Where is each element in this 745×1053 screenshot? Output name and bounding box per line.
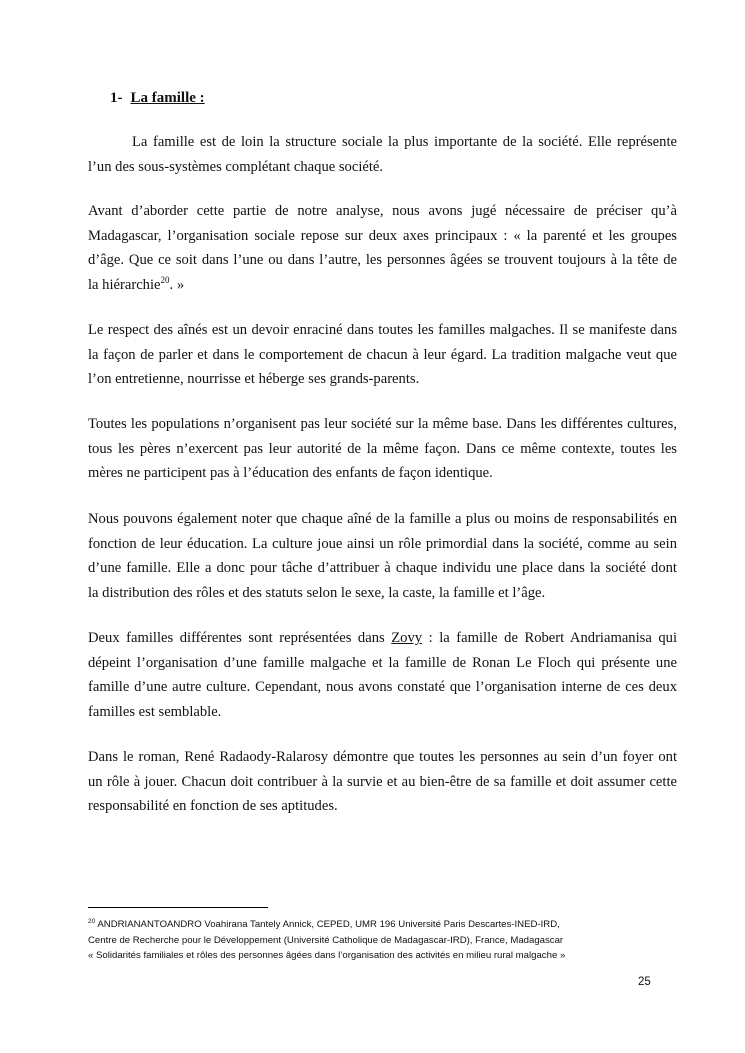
text-line: d’âge. Que ce soit dans l’une ou dans l’autre, les personnes âgées se trouvent toujours à la tête de bbox=[88, 252, 677, 269]
section-heading bbox=[110, 90, 205, 107]
text: Deux familles différentes sont représentées dans bbox=[88, 630, 392, 646]
footnote-ref[interactable]: 20 bbox=[160, 274, 170, 285]
text-line: Dans le roman, René Radaody-Ralarosy démontre que toutes les personnes au sein d’un foyer ont bbox=[88, 749, 677, 765]
footnote-number: 20 bbox=[88, 917, 96, 925]
paragraph-4 bbox=[88, 412, 677, 486]
text: ANDRIANANTOANDRO Voahirana Tantely Annick, CEPED, UMR 196 Université Paris Descartes-INED-IRD, bbox=[97, 919, 560, 930]
text-line: Madagascar, l’organisation sociale repose sur deux axes principaux : « la parenté et les groupes bbox=[88, 227, 677, 244]
footnote-line bbox=[88, 917, 565, 933]
text-line: tous les pères n’exercent pas leur autorité de la même façon. Dans ce même contexte, toutes les bbox=[88, 440, 677, 457]
footnote-line: Centre de Recherche pour le Développement (Université Catholique de Madagascar-IRD), France, Madagascar bbox=[88, 934, 564, 946]
text-line: la distribution des rôles et des statuts selon le sexe, la caste, la famille et l’âge. bbox=[88, 584, 546, 601]
text: la hiérarchie bbox=[88, 276, 161, 293]
paragraph-3 bbox=[88, 318, 677, 392]
text-line: la façon de parler et dans le comportement de chacun à leur égard. La tradition malgache veut que bbox=[88, 346, 677, 363]
footnote bbox=[88, 917, 565, 964]
text-line: dépeint l’organisation d’une famille malgache et la famille de Ronan Le Floch qui présente une bbox=[88, 654, 677, 671]
section-title: La famille : bbox=[130, 90, 205, 106]
text-line: un rôle à jouer. Chacun doit contribuer à la survie et au bien-être de sa famille et doit assumer cette bbox=[88, 773, 677, 790]
footnote-line: « Solidarités familiales et rôles des personnes âgées dans l’organisation des activités en milieu rural malgache » bbox=[88, 950, 566, 961]
text-line: familles est semblable. bbox=[88, 703, 222, 720]
text-line: Toutes les populations n’organisent pas leur société sur la même base. Dans les différentes cultures, bbox=[88, 416, 677, 432]
text-line: l’un des sous-systèmes complétant chaque société. bbox=[88, 158, 384, 175]
text-line: Le respect des aînés est un devoir enraciné dans toutes les familles malgaches. Il se manifeste dans bbox=[88, 322, 677, 338]
text-line: responsabilité en fonction de ses aptitudes. bbox=[88, 798, 338, 815]
paragraph-6 bbox=[88, 626, 677, 724]
text-line: fonction de leur éducation. La culture joue ainsi un rôle primordial dans la société, comme au sein bbox=[88, 535, 677, 552]
text: : la famille de Robert Andriamanisa qui bbox=[422, 630, 677, 646]
text-line: famille d’une autre culture. Cependant, nous avons constaté que l’organisation interne de ces deux bbox=[88, 679, 677, 696]
text-line: d’une famille. Elle a donc pour tâche d’attribuer à chaque individu une place dans la société dont bbox=[88, 560, 677, 577]
paragraph-7 bbox=[88, 745, 677, 819]
text-line bbox=[88, 273, 677, 298]
footnote-separator bbox=[88, 907, 268, 908]
paragraph-2 bbox=[88, 199, 677, 297]
text-line bbox=[88, 626, 677, 651]
page-number: 25 bbox=[638, 976, 651, 988]
section-number: 1- bbox=[110, 90, 123, 106]
text-line: l’on entretienne, nourrisse et héberge ses grands-parents. bbox=[88, 371, 420, 388]
book-title: Zovy bbox=[391, 630, 423, 646]
text-line: Avant d’aborder cette partie de notre analyse, nous avons jugé nécessaire de préciser qu’à bbox=[88, 203, 677, 219]
text-line: La famille est de loin la structure sociale la plus importante de la société. Elle représente bbox=[132, 134, 677, 150]
text-line: mères ne participent pas à l’éducation des enfants de façon identique. bbox=[88, 465, 493, 482]
text-line: Nous pouvons également noter que chaque aîné de la famille a plus ou moins de responsabilités en bbox=[88, 511, 677, 527]
paragraph-5 bbox=[88, 507, 677, 605]
text: . » bbox=[169, 276, 185, 293]
paragraph-1 bbox=[88, 130, 677, 179]
